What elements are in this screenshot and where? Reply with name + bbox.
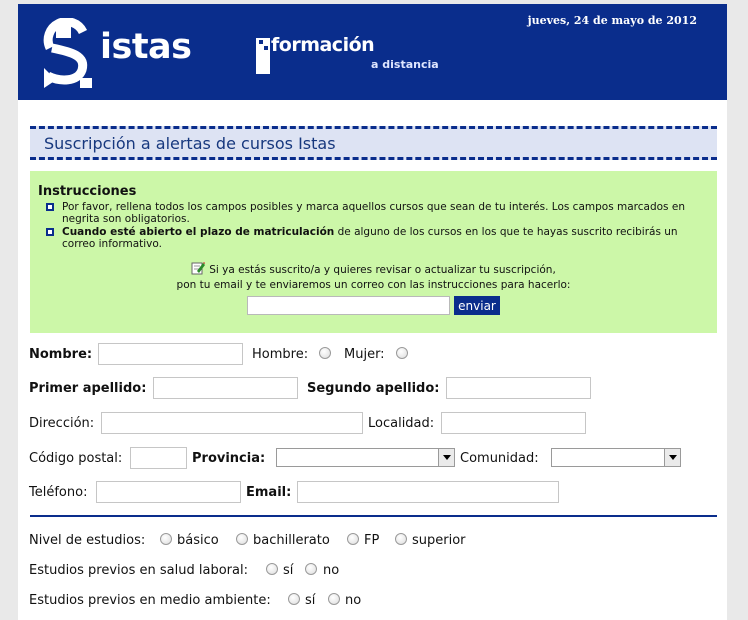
medio-ambiente-si-radio[interactable] (288, 593, 300, 605)
mujer-radio[interactable] (396, 347, 408, 359)
square-bullet-icon (46, 203, 54, 211)
codigo-postal-label: Código postal: (29, 451, 123, 466)
email-input[interactable] (297, 481, 559, 503)
subscription-note-line2: pon tu email y te enviaremos un correo con las instrucciones para hacerlo: (176, 279, 571, 291)
header-date: jueves, 24 de mayo de 2012 (527, 14, 697, 27)
direccion-label: Dirección: (29, 416, 95, 431)
mujer-label: Mujer: (344, 347, 385, 362)
telefono-input[interactable] (96, 481, 241, 503)
segundo-apellido-label: Segundo apellido: (307, 381, 440, 396)
hombre-label: Hombre: (252, 347, 309, 362)
page-title: Suscripción a alertas de cursos Istas (44, 134, 336, 153)
comunidad-label: Comunidad: (460, 451, 539, 466)
localidad-input[interactable] (441, 412, 586, 434)
instruction-bold-text: Cuando esté abierto el plazo de matriculación (62, 226, 335, 238)
direccion-input[interactable] (101, 412, 363, 434)
instruction-item (62, 226, 707, 250)
segundo-apellido-input[interactable] (446, 377, 591, 399)
chevron-down-icon[interactable] (664, 449, 680, 466)
salud-laboral-si-label: sí (283, 563, 294, 578)
codigo-postal-input[interactable] (130, 447, 187, 469)
nivel-fp-label: FP (364, 533, 380, 548)
chevron-down-icon[interactable] (438, 449, 454, 466)
subscription-note-line1: Si ya estás suscrito/a y quieres revisar o actualizar tu suscripción, (209, 264, 556, 276)
medio-ambiente-si-label: sí (305, 593, 316, 608)
instructions-heading: Instrucciones (38, 184, 137, 199)
nivel-basico-radio[interactable] (160, 533, 172, 545)
instruction-item (62, 201, 707, 225)
square-bullet-icon (46, 228, 54, 236)
instruction-text: de alguno de los cursos en los que te hayas suscrito recibirás un correo informativo. (62, 226, 678, 250)
nivel-superior-radio[interactable] (395, 533, 407, 545)
nivel-basico-label: básico (177, 533, 219, 548)
subscription-note (30, 261, 717, 293)
nivel-bachillerato-label: bachillerato (253, 533, 330, 548)
instruction-text: Por favor, rellena todos los campos posibles y marca aquellos cursos que sean de tu interés. Los campos marcados en negrita son obligatorios. (62, 201, 685, 225)
salud-laboral-no-radio[interactable] (305, 563, 317, 575)
salud-laboral-label: Estudios previos en salud laboral: (29, 563, 248, 578)
salud-laboral-si-radio[interactable] (266, 563, 278, 575)
edit-note-icon (191, 261, 205, 275)
header-banner (18, 4, 727, 100)
nombre-label: Nombre: (29, 347, 93, 362)
medio-ambiente-no-radio[interactable] (328, 593, 340, 605)
telefono-label: Teléfono: (29, 485, 88, 500)
nivel-superior-label: superior (412, 533, 466, 548)
page (18, 4, 727, 620)
comunidad-select[interactable] (551, 448, 681, 467)
subscription-email-input[interactable] (247, 296, 450, 315)
istas-logo-icon (36, 18, 98, 88)
divider (30, 515, 717, 517)
provincia-select[interactable] (276, 448, 455, 467)
nivel-bachillerato-radio[interactable] (236, 533, 248, 545)
formacion-subtitle: a distancia (371, 58, 439, 71)
email-label: Email: (246, 485, 292, 500)
provincia-label: Provincia: (192, 451, 266, 466)
primer-apellido-label: Primer apellido: (29, 381, 147, 396)
nivel-fp-radio[interactable] (347, 533, 359, 545)
nivel-estudios-label: Nivel de estudios: (29, 533, 146, 548)
medio-ambiente-label: Estudios previos en medio ambiente: (29, 593, 271, 608)
formacion-title: formación (271, 34, 375, 56)
instructions-panel (30, 171, 717, 333)
hombre-radio[interactable] (319, 347, 331, 359)
medio-ambiente-no-label: no (345, 593, 362, 608)
logo-text: istas (100, 27, 192, 67)
localidad-label: Localidad: (368, 416, 435, 431)
primer-apellido-input[interactable] (153, 377, 298, 399)
nombre-input[interactable] (98, 343, 243, 365)
formacion-logo-icon (256, 38, 270, 74)
title-band (30, 126, 717, 160)
salud-laboral-no-label: no (323, 563, 340, 578)
enviar-button[interactable]: enviar (454, 296, 500, 315)
